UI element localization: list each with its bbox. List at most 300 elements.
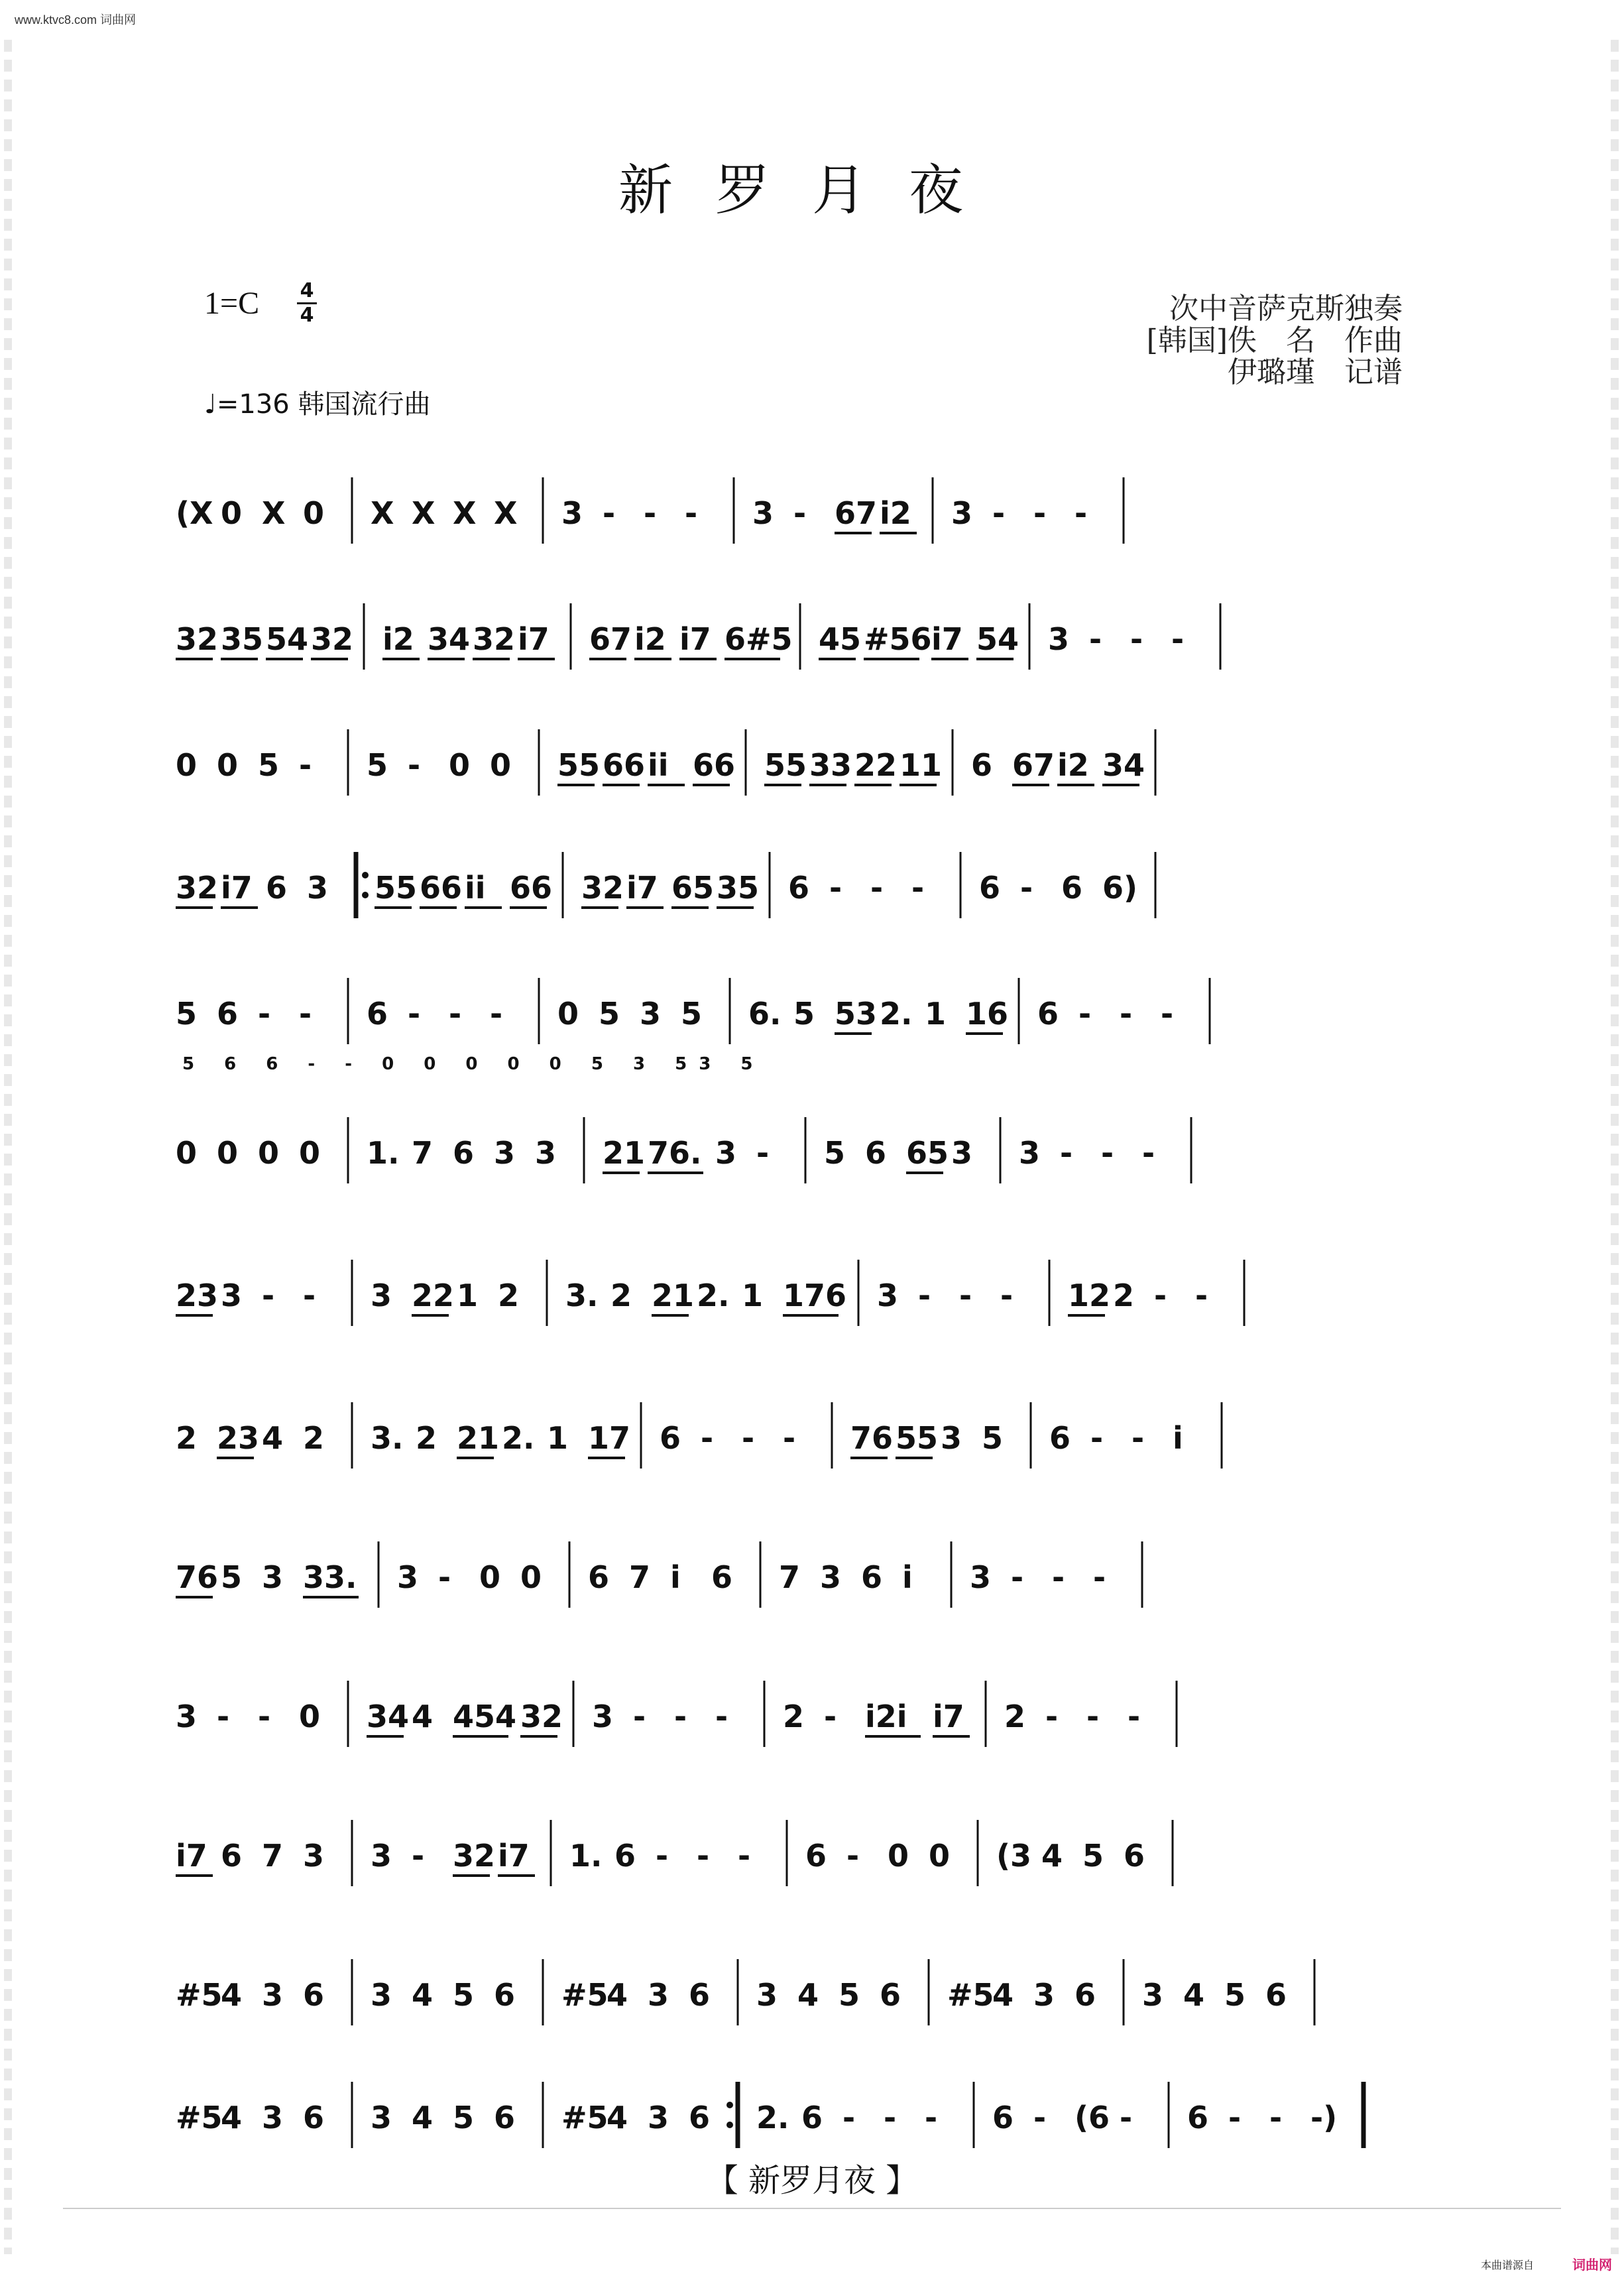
score-line <box>176 839 1468 932</box>
note: 0 <box>557 996 579 1032</box>
note: 5 <box>221 1559 243 1595</box>
note: 12 <box>1068 1278 1111 1313</box>
note: #5 <box>176 1977 223 2013</box>
note: 6 <box>971 747 993 783</box>
note: - <box>1120 996 1133 1032</box>
score-line-svg <box>176 590 1468 683</box>
left-watermark-strip <box>4 40 12 2254</box>
score-line-svg <box>176 1246 1468 1339</box>
key-signature: 1=C <box>204 286 260 321</box>
note: 4 <box>412 1699 434 1734</box>
note: 35 <box>717 870 760 906</box>
note: 6 <box>788 870 810 906</box>
note: - <box>1078 996 1092 1032</box>
note: i <box>670 1559 681 1595</box>
note: (X <box>176 495 213 531</box>
note: - <box>258 996 271 1032</box>
note: 3 <box>820 1559 842 1595</box>
note: 3 <box>303 1838 325 1874</box>
note: #5 <box>561 1977 609 2013</box>
note: 3 <box>951 495 973 531</box>
note: 66 <box>693 747 736 783</box>
note: - <box>644 495 657 531</box>
note: 1 <box>925 996 947 1032</box>
note: - <box>408 747 421 783</box>
note: 3 <box>1142 1977 1164 2013</box>
note: - <box>1033 2100 1047 2135</box>
note: - <box>1090 1420 1104 1456</box>
note: i2 <box>880 495 911 531</box>
repeat-dot <box>362 872 369 878</box>
note: - <box>1060 1135 1073 1171</box>
note: 67 <box>589 621 632 657</box>
score-line <box>176 1389 1468 1482</box>
note: 3 <box>648 1977 669 2013</box>
score-line-svg <box>176 965 1468 1057</box>
right-watermark-strip <box>1611 40 1619 2254</box>
note: 4 <box>1041 1838 1063 1874</box>
note: 6 <box>588 1559 610 1595</box>
note: ii <box>648 747 669 783</box>
note: 6 <box>805 1838 827 1874</box>
note: - <box>1045 1699 1059 1734</box>
note: - <box>1128 1699 1141 1734</box>
note: 54 <box>976 621 1019 657</box>
note: 3 <box>1048 621 1070 657</box>
note: X <box>371 495 394 531</box>
harmony-line: 5 6 6 - - 0 0 0 0 0 5 3 53 5 <box>182 1054 765 1074</box>
note: 0 <box>299 1699 321 1734</box>
tempo-marking: ♩=136 韩国流行曲 <box>204 389 431 420</box>
note: 22 <box>412 1278 455 1313</box>
note: - <box>685 495 698 531</box>
note: - <box>303 1278 316 1313</box>
note: - <box>1000 1278 1014 1313</box>
note: 7 <box>262 1838 284 1874</box>
note: 6#5 <box>725 621 793 657</box>
note: 3 <box>756 1977 778 2013</box>
score-line <box>176 464 1468 557</box>
note: 2. <box>502 1420 535 1456</box>
note: 2 <box>176 1420 198 1456</box>
note: 454 <box>453 1699 517 1734</box>
note: 3 <box>1019 1135 1041 1171</box>
score-line <box>176 1807 1468 1899</box>
note: 5 <box>453 2100 475 2135</box>
note: - <box>846 1838 860 1874</box>
note: 34 <box>428 621 471 657</box>
note: - <box>1120 2100 1133 2135</box>
note: - <box>1228 2100 1242 2135</box>
note: - <box>603 495 616 531</box>
note: i2i <box>865 1699 907 1734</box>
repeat-dot <box>726 2122 733 2128</box>
note: 3 <box>535 1135 557 1171</box>
note: 55 <box>375 870 418 906</box>
note: i <box>1173 1420 1183 1456</box>
note: - <box>992 495 1006 531</box>
note: i7 <box>931 621 963 657</box>
note: (3 <box>996 1838 1032 1874</box>
note: 2 <box>1113 1278 1135 1313</box>
note: 0 <box>479 1559 501 1595</box>
note: - <box>701 1420 714 1456</box>
note: - <box>925 2100 938 2135</box>
note: - <box>793 495 807 531</box>
note: 2. <box>697 1278 730 1313</box>
note: 0 <box>888 1838 909 1874</box>
note: #5 <box>561 2100 609 2135</box>
note: 35 <box>221 621 264 657</box>
note: 4 <box>262 1420 284 1456</box>
note: - <box>1269 2100 1283 2135</box>
score-line-svg <box>176 1667 1468 1760</box>
note: 3 <box>970 1559 992 1595</box>
note: - <box>449 996 462 1032</box>
note: 6 <box>266 870 288 906</box>
note: 17 <box>588 1420 631 1456</box>
note: 3 <box>715 1135 737 1171</box>
note: 1 <box>547 1420 569 1456</box>
note: - <box>1011 1559 1024 1595</box>
note: 34 <box>1102 747 1145 783</box>
repeat-dot <box>726 2102 733 2108</box>
note: 32 <box>520 1699 563 1734</box>
note: 45 <box>819 621 862 657</box>
score-line-svg <box>176 1104 1468 1197</box>
note: 33 <box>809 747 852 783</box>
note: - <box>490 996 503 1032</box>
note: 4 <box>412 1977 434 2013</box>
note: 53 <box>835 996 878 1032</box>
note: - <box>918 1278 931 1313</box>
note: - <box>1154 1278 1167 1313</box>
note: 5 <box>1224 1977 1246 2013</box>
note: 4 <box>797 1977 819 2013</box>
note: - <box>1033 495 1047 531</box>
note: 16 <box>966 996 1009 1032</box>
note: ii <box>465 870 486 906</box>
note: 76 <box>176 1559 219 1595</box>
score-line-svg <box>176 1528 1468 1621</box>
note: 4 <box>412 2100 434 2135</box>
note: - <box>299 996 312 1032</box>
note: 33. <box>303 1559 357 1595</box>
note: - <box>911 870 925 906</box>
note: - <box>1020 870 1033 906</box>
note: - <box>1074 495 1088 531</box>
note: 32 <box>176 870 219 906</box>
note: 5 <box>824 1135 846 1171</box>
score-line-svg <box>176 839 1468 932</box>
note: #5 <box>176 2100 223 2135</box>
note: 3 <box>176 1699 198 1734</box>
note: 0 <box>217 747 239 783</box>
note: 21 <box>603 1135 646 1171</box>
note: 23 <box>176 1278 219 1313</box>
note: 6 <box>614 1838 636 1874</box>
note: - <box>1101 1135 1114 1171</box>
note: 3 <box>262 1977 284 2013</box>
note: - <box>1142 1135 1155 1171</box>
note: 6 <box>992 2100 1014 2135</box>
note: i7 <box>626 870 658 906</box>
note: 6 <box>494 1977 516 2013</box>
note: 32 <box>453 1838 496 1874</box>
note: 5 <box>599 996 620 1032</box>
note: 4 <box>221 2100 243 2135</box>
note: 7 <box>779 1559 801 1595</box>
note: 22 <box>854 747 898 783</box>
note: 32 <box>473 621 516 657</box>
score-line <box>176 965 1468 1057</box>
note: i2 <box>382 621 414 657</box>
note: 4 <box>1183 1977 1205 2013</box>
note: 76. <box>648 1135 702 1171</box>
note: X <box>412 495 435 531</box>
note: 3 <box>371 1977 392 2013</box>
note: - <box>674 1699 687 1734</box>
note: - <box>783 1420 796 1456</box>
note: 5 <box>982 1420 1004 1456</box>
note: i <box>902 1559 913 1595</box>
note: 3 <box>262 1559 284 1595</box>
note: 0 <box>449 747 471 783</box>
note: 5 <box>258 747 280 783</box>
note: 3 <box>640 996 662 1032</box>
footer-rule <box>63 2208 1561 2209</box>
note: - <box>697 1838 710 1874</box>
note: - <box>870 870 884 906</box>
credits <box>1147 293 1403 389</box>
note: - <box>842 2100 856 2135</box>
note: 76 <box>850 1420 894 1456</box>
note: - <box>738 1838 751 1874</box>
score-line <box>176 716 1468 809</box>
note: 0 <box>520 1559 542 1595</box>
note: 3 <box>592 1699 614 1734</box>
note: 5 <box>367 747 388 783</box>
note: 3 <box>371 1278 392 1313</box>
note: i7 <box>933 1699 964 1734</box>
note: - <box>412 1838 425 1874</box>
note: i7 <box>498 1838 530 1874</box>
note: 2. <box>756 2100 789 2135</box>
meter-bottom: 4 <box>300 304 314 327</box>
note: - <box>1130 621 1143 657</box>
note: 66 <box>510 870 553 906</box>
note: 4 <box>607 2100 628 2135</box>
note: 55 <box>557 747 601 783</box>
note: 21 <box>457 1420 500 1456</box>
note: 3 <box>371 1838 392 1874</box>
note: 3 <box>397 1559 419 1595</box>
note: 2 <box>303 1420 325 1456</box>
score-line <box>176 1528 1468 1621</box>
note: - <box>656 1838 669 1874</box>
note: 3 <box>951 1135 973 1171</box>
score-line <box>176 1104 1468 1197</box>
note: - <box>1086 1699 1100 1734</box>
score-line-svg <box>176 464 1468 557</box>
note: 32 <box>311 621 354 657</box>
score-line-svg <box>176 1946 1468 2039</box>
note: 0 <box>258 1135 280 1171</box>
note: 6 <box>979 870 1001 906</box>
site-url[interactable]: www.ktvc8.com 词曲网 <box>15 13 137 27</box>
note: #5 <box>947 1977 994 2013</box>
score-line <box>176 590 1468 683</box>
note: 3 <box>371 2100 392 2135</box>
note: i2 <box>634 621 666 657</box>
note: 6 <box>217 996 239 1032</box>
note: 67 <box>835 495 878 531</box>
note: 6) <box>1102 870 1138 906</box>
note: 6 <box>221 1838 243 1874</box>
note: 3 <box>221 1278 243 1313</box>
score-line-svg <box>176 2069 1468 2161</box>
note: 1 <box>742 1278 764 1313</box>
note: 6 <box>494 2100 516 2135</box>
note: 6 <box>453 1135 475 1171</box>
repeat-dot <box>362 892 369 898</box>
note: (6 <box>1074 2100 1110 2135</box>
note: - <box>258 1699 271 1734</box>
note: 6 <box>367 996 388 1032</box>
note: 176 <box>783 1278 847 1313</box>
score-line-svg <box>176 1389 1468 1482</box>
note: 1 <box>457 1278 479 1313</box>
note: 4 <box>607 1977 628 2013</box>
footer-logo[interactable]: 词曲网 <box>1572 2257 1612 2273</box>
note: 54 <box>266 621 309 657</box>
note: 65 <box>671 870 715 906</box>
note: - <box>824 1699 837 1734</box>
credit-performance: 次中音萨克斯独奏 <box>1169 292 1403 326</box>
note: 6 <box>303 1977 325 2013</box>
note: i7 <box>518 621 550 657</box>
note: 3 <box>941 1420 962 1456</box>
note: - <box>756 1135 770 1171</box>
note: 5 <box>793 996 815 1032</box>
score-line <box>176 1667 1468 1760</box>
note: i7 <box>221 870 253 906</box>
note: 2 <box>1004 1699 1026 1734</box>
note: 0 <box>176 1135 198 1171</box>
note: 3 <box>877 1278 899 1313</box>
note: 0 <box>221 495 243 531</box>
note: 0 <box>217 1135 239 1171</box>
note: - <box>408 996 421 1032</box>
note: 5 <box>176 996 198 1032</box>
note: 32 <box>176 621 219 657</box>
note: 6 <box>1074 1977 1096 2013</box>
note: - <box>829 870 842 906</box>
note: 3 <box>648 2100 669 2135</box>
note: - <box>1131 1420 1145 1456</box>
note: 3 <box>1033 1977 1055 2013</box>
note: 3 <box>561 495 583 531</box>
footer-title: 【 新罗月夜 】 <box>706 2162 918 2199</box>
note: 55 <box>764 747 807 783</box>
note: #56 <box>864 621 932 657</box>
note: - <box>959 1278 972 1313</box>
note: 4 <box>992 1977 1014 2013</box>
note: 11 <box>899 747 943 783</box>
note: - <box>715 1699 728 1734</box>
note: 4 <box>221 1977 243 2013</box>
note: - <box>1052 1559 1065 1595</box>
note: 55 <box>896 1420 939 1456</box>
note: 6 <box>660 1420 681 1456</box>
note: i7 <box>679 621 711 657</box>
score-line-svg <box>176 716 1468 809</box>
credit-composer: [韩国]佚 名 作曲 <box>1146 324 1403 357</box>
note: - <box>1195 1278 1208 1313</box>
note: 21 <box>652 1278 695 1313</box>
note: 0 <box>929 1838 951 1874</box>
note: - <box>742 1420 755 1456</box>
note: 5 <box>1082 1838 1104 1874</box>
footer-source: 本曲谱源自 <box>1481 2259 1535 2271</box>
note: - <box>217 1699 230 1734</box>
note: 7 <box>412 1135 434 1171</box>
note: 6. <box>748 996 782 1032</box>
note: 5 <box>453 1977 475 2013</box>
note: 2. <box>880 996 913 1032</box>
note: 34 <box>367 1699 410 1734</box>
note: - <box>299 747 312 783</box>
note: 0 <box>303 495 325 531</box>
note: 2 <box>498 1278 520 1313</box>
note: 6 <box>689 2100 711 2135</box>
score-line <box>176 1946 1468 2039</box>
note: 67 <box>1012 747 1055 783</box>
note: - <box>1171 621 1185 657</box>
credit-transcriber: 伊璐瑾 记谱 <box>1228 355 1403 389</box>
note: 66 <box>603 747 646 783</box>
note: 6 <box>711 1559 733 1595</box>
note: 3 <box>494 1135 516 1171</box>
note: 7 <box>629 1559 651 1595</box>
note: 3 <box>752 495 774 531</box>
note: - <box>1089 621 1102 657</box>
song-title: 新罗月夜 <box>618 159 1006 222</box>
note: 6 <box>1061 870 1083 906</box>
note: 1. <box>569 1838 603 1874</box>
meter-top: 4 <box>300 279 314 302</box>
note: X <box>453 495 477 531</box>
score-line <box>176 2069 1468 2161</box>
note: X <box>494 495 518 531</box>
note: 6 <box>880 1977 901 2013</box>
note: - <box>884 2100 897 2135</box>
score-line-svg <box>176 1807 1468 1899</box>
note: 0 <box>176 747 198 783</box>
note: 23 <box>217 1420 260 1456</box>
note: 1. <box>367 1135 400 1171</box>
note: 2 <box>610 1278 632 1313</box>
note: 3. <box>565 1278 599 1313</box>
note: 6 <box>1049 1420 1071 1456</box>
note: 6 <box>303 2100 325 2135</box>
note: 2 <box>783 1699 805 1734</box>
score-line <box>176 1246 1468 1339</box>
note: 6 <box>801 2100 823 2135</box>
note: 6 <box>865 1135 887 1171</box>
note: - <box>262 1278 275 1313</box>
note: - <box>1093 1559 1106 1595</box>
